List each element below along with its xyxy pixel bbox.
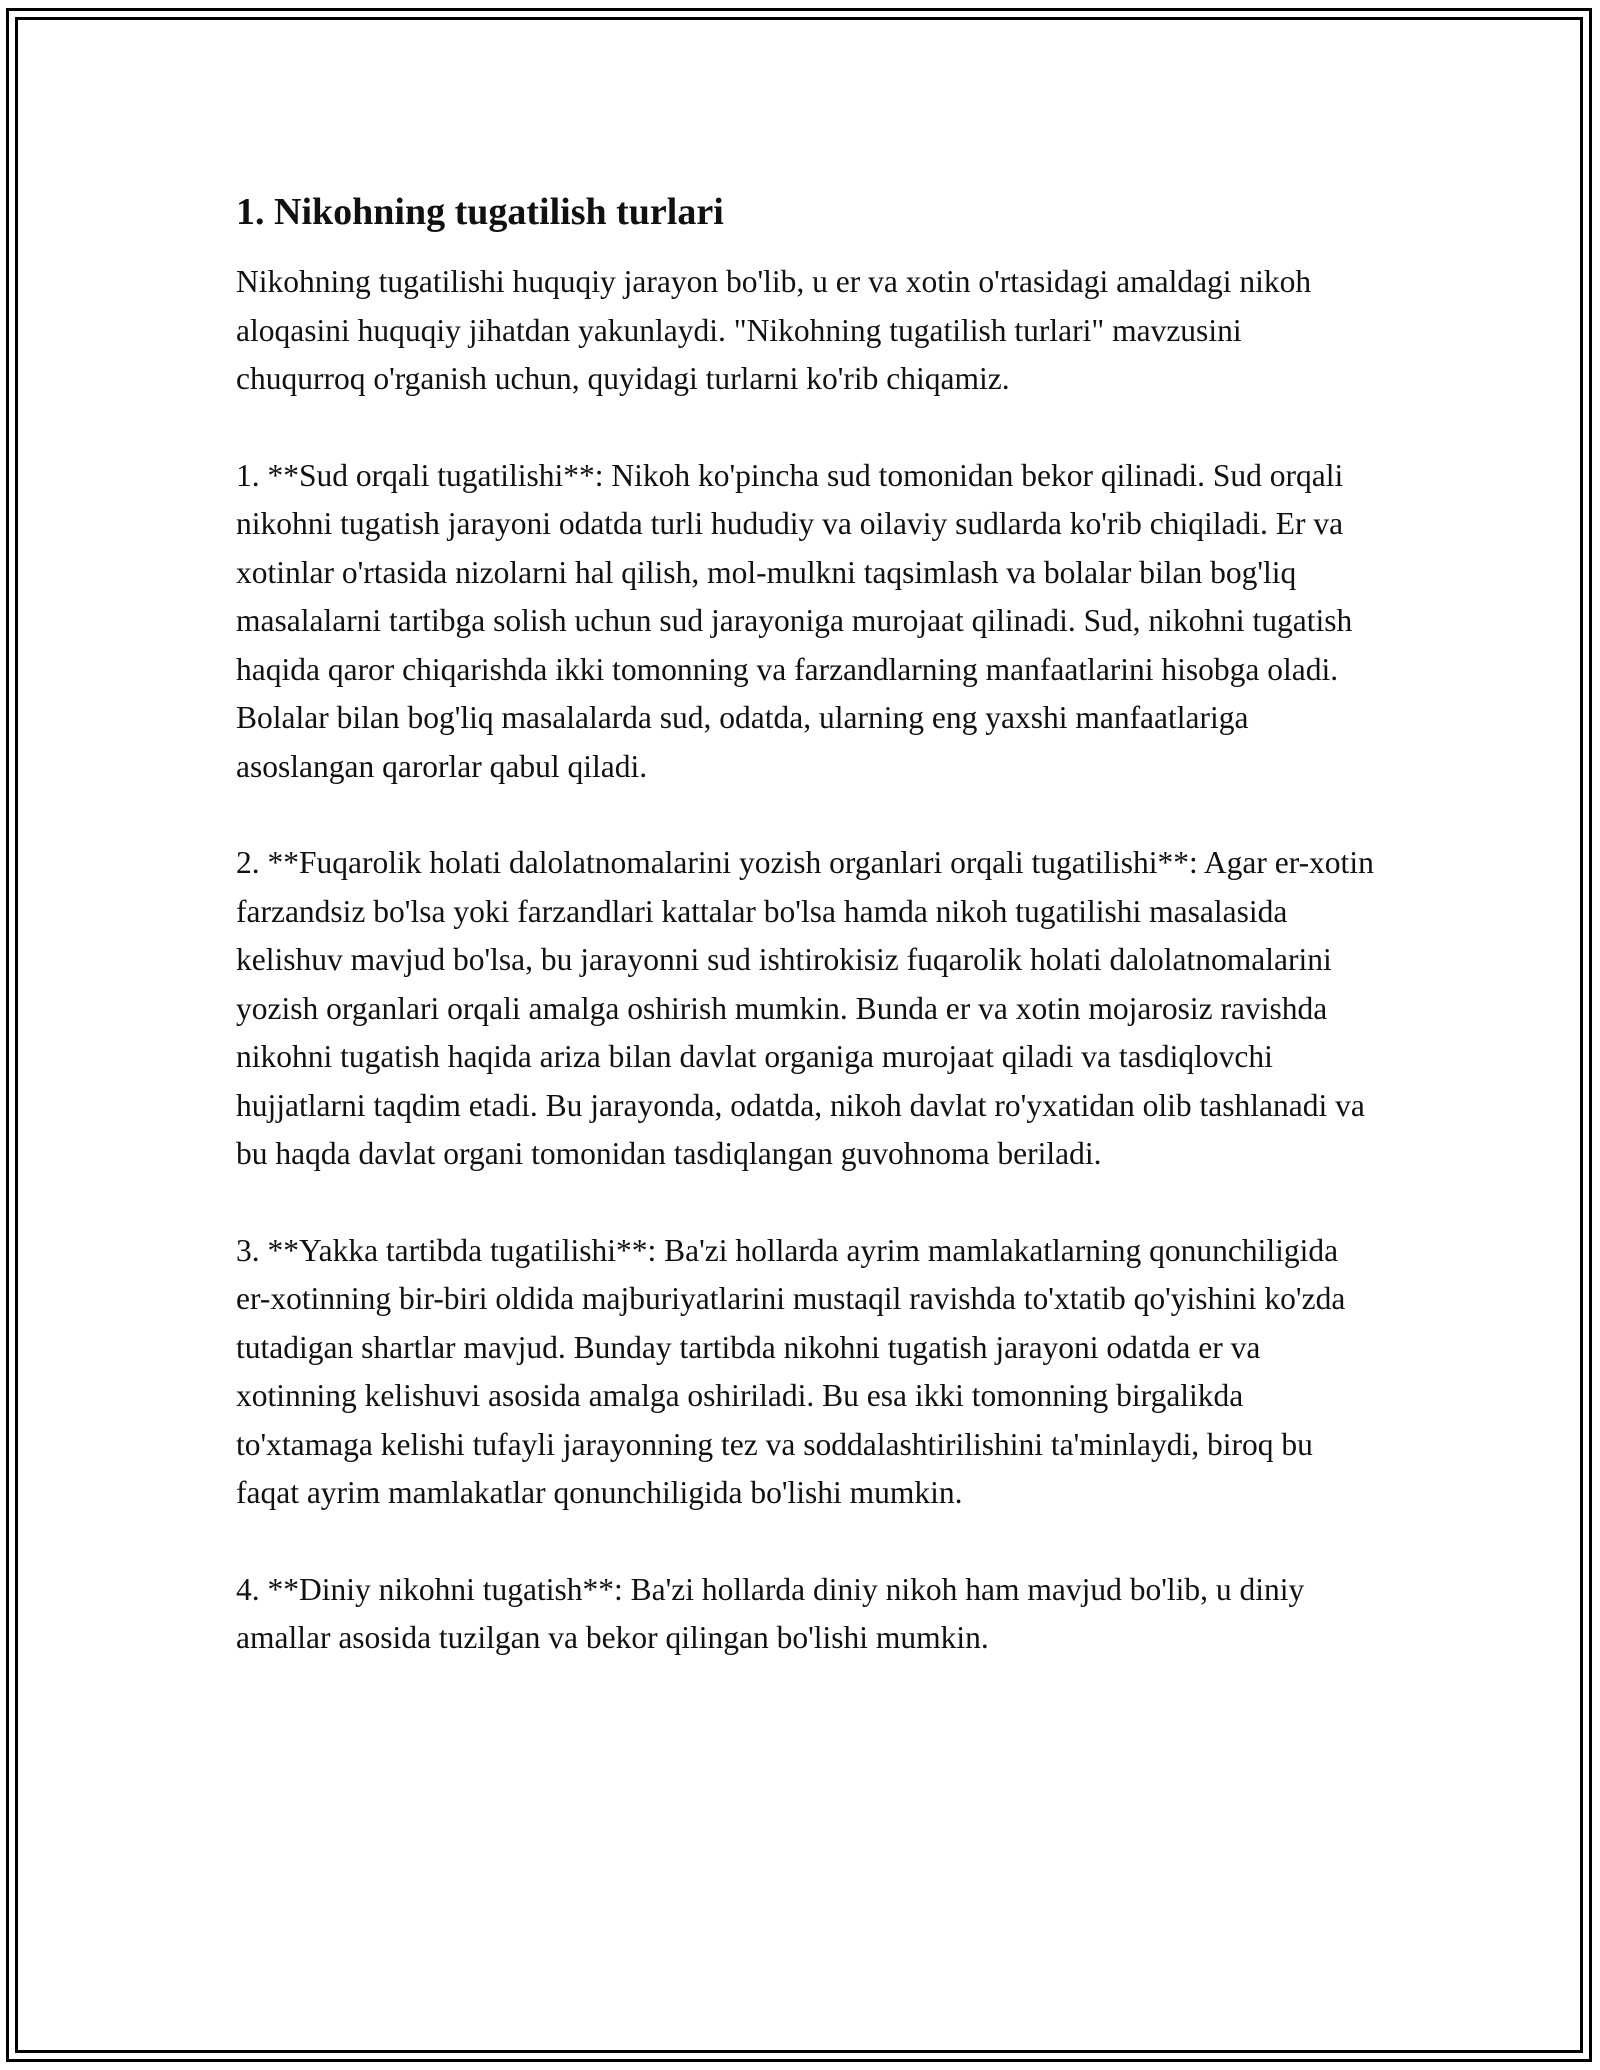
section-heading: 1. Nikohning tugatilish turlari xyxy=(236,191,724,233)
paragraph-registry-termination: 2. **Fuqarolik holati dalolatnomalarini yozish organlari orqali tugatilishi**: Agar er-xotin farzandsiz bo'lsa yoki farzandlari kattalar bo'lsa hamda nikoh tugatilishi masalasida kelishuv mavjud bo'lsa, bu jarayonni sud ishtirokisiz fuqarolik holati dalolatnomalarini yozish organlari orqali amalga oshirish mumkin. Bunda er va xotin mojarosiz ravishda nikohni tugatish haqida ariza bilan davlat organiga murojaat qiladi va tasdiqlovchi hujjatlarni taqdim etadi. Bu jarayonda, odatda, nikoh davlat ro'yxatidan olib tashlanadi va bu haqda davlat organi tomonidan tasdiqlangan guvohnoma beriladi. xyxy=(236,845,1374,1171)
paragraph-court-termination: 1. **Sud orqali tugatilishi**: Nikoh ko'pincha sud tomonidan bekor qilinadi. Sud orqali nikohni tugatish jarayoni odatda turli hududiy va oilaviy sudlarda ko'rib chiqiladi. Er va xotinlar o'rtasida nizolarni hal qilish, mol-mulkni taqsimlash va bolalar bilan bog'liq masalalarni tartibga solish uchun sud jarayoniga murojaat qilinadi. Sud, nikohni tugatish haqida qaror chiqarishda ikki tomonning va farzandlarning manfaatlarini hisobga oladi. Bolalar bilan bog'liq masalalarda sud, odatda, ularning eng yaxshi manfaatlariga asoslangan qarorlar qabul qiladi. xyxy=(236,457,1353,784)
document-body xyxy=(236,188,1376,1663)
paragraph-unilateral-termination: 3. **Yakka tartibda tugatilishi**: Ba'zi hollarda ayrim mamlakatlarning qonunchiligida er-xotinning bir-biri oldida majburiyatlarini mustaqil ravishda to'xtatib qo'yishini ko'zda tutadigan shartlar mavjud. Bunday tartibda nikohni tugatish jarayoni odatda er va xotinning kelishuvi asosida amalga oshiriladi. Bu esa ikki tomonning birgalikda to'xtamaga kelishi tufayli jarayonning tez va soddalashtirilishini ta'minlaydi, biroq bu faqat ayrim mamlakatlar qonunchiligida bo'lishi mumkin. xyxy=(236,1232,1346,1510)
intro-paragraph: Nikohning tugatilishi huquqiy jarayon bo'lib, u er va xotin o'rtasidagi amaldagi nikoh aloqasini huquqiy jihatdan yakunlaydi. "Nikohning tugatilish turlari" mavzusini chuqurroq o'rganish uchun, quyidagi turlarni ko'rib chiqamiz. xyxy=(236,264,1312,396)
paragraph-religious-termination: 4. **Diniy nikohni tugatish**: Ba'zi hollarda diniy nikoh ham mavjud bo'lib, u diniy amallar asosida tuzilgan va bekor qilingan bo'lishi mumkin. xyxy=(236,1571,1305,1655)
